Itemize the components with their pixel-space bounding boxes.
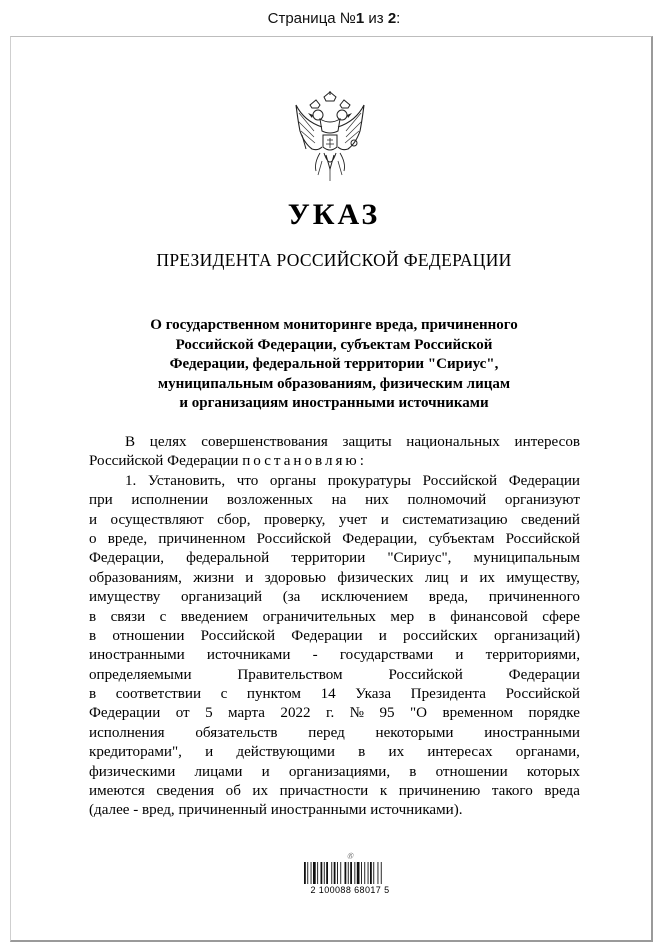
paragraph-line: исполнения обязательств перед некоторыми иностранными bbox=[89, 724, 580, 741]
barcode-bar bbox=[324, 862, 325, 884]
paragraph-line: физическими лицами и организациями, в отношении которых bbox=[89, 763, 580, 780]
heading-line: Федерации, федеральной территории "Сириус", bbox=[169, 356, 499, 372]
barcode-bar bbox=[368, 862, 369, 884]
barcode-bar bbox=[317, 862, 318, 884]
paragraph-line: имуществу организаций (за исключением вреда, причиненного bbox=[89, 589, 580, 606]
barcode-bar bbox=[334, 862, 336, 884]
paragraph-line: в соответствии с пунктом 14 Указа Президента Российской bbox=[89, 686, 580, 703]
document-title: УКАЗ bbox=[287, 198, 381, 231]
decree-body bbox=[89, 433, 580, 821]
barcode-number: 2 100088 68017 5 bbox=[310, 885, 390, 895]
page-indicator-middle: из bbox=[364, 10, 388, 27]
paragraph-line: имеются сведения об их причастности к причинению такого вреда bbox=[89, 783, 580, 800]
barcode-bar bbox=[357, 862, 360, 884]
barcode-bar bbox=[361, 862, 362, 884]
paragraph-line: кредиторами", и действующими в их интересах органами, bbox=[89, 744, 580, 761]
paragraph-1 bbox=[89, 472, 580, 802]
decree-keyword: постановляю bbox=[242, 453, 360, 470]
paragraph-line: о вреде, причиненном Российской Федерации, субъектам Российской bbox=[89, 530, 580, 547]
paragraph-line: Федерации от 5 марта 2022 г. № 95 "О временном порядке bbox=[89, 705, 580, 722]
coat-of-arms-icon bbox=[290, 91, 370, 187]
page-indicator bbox=[0, 10, 668, 27]
page-indicator-suffix: : bbox=[396, 10, 401, 27]
paragraph-line: иностранными источниками - государствами и территориями, bbox=[89, 647, 580, 664]
barcode-bar bbox=[304, 862, 306, 884]
paragraph-line: и осуществляют сбор, проверку, учет и систематизацию сведений bbox=[89, 511, 580, 528]
barcode-bar bbox=[354, 862, 355, 884]
barcode-bar bbox=[345, 862, 347, 884]
barcode-bar bbox=[340, 862, 341, 884]
barcode-bar bbox=[313, 862, 316, 884]
barcode-bar bbox=[307, 862, 308, 884]
barcode-bar bbox=[373, 862, 374, 884]
preamble-line: Российской Федерации постановляю : bbox=[89, 452, 580, 471]
paragraph-line: в связи с введением ограничительных мер в финансовой сфере bbox=[89, 608, 580, 625]
barcode-bar bbox=[331, 862, 332, 884]
barcode-bar bbox=[350, 862, 352, 884]
paragraph-line: при исполнении возложенных на них полномочий организуют bbox=[89, 492, 580, 509]
paragraph-line: 1. Установить, что органы прокуратуры Российской Федерации bbox=[125, 472, 580, 489]
page-current-number: 1 bbox=[355, 10, 365, 27]
document-subtitle: ПРЕЗИДЕНТА РОССИЙСКОЙ ФЕДЕРАЦИИ bbox=[156, 250, 512, 270]
page-indicator-prefix: Страница № bbox=[267, 10, 356, 27]
barcode-bar bbox=[337, 862, 338, 884]
paragraph-line: в отношении Российской Федерации и российских организаций) bbox=[89, 627, 580, 644]
paragraph-line: определяемыми Правительством Российской Федерации bbox=[89, 666, 580, 683]
paragraph-line: Федерации, федеральной территории "Сириус", муниципальным bbox=[89, 550, 580, 567]
page-total-number: 2 bbox=[387, 10, 397, 27]
barcode-mark-icon: Ⓡ bbox=[346, 854, 354, 860]
barcode-bar bbox=[311, 862, 312, 884]
barcode-bar bbox=[326, 862, 328, 884]
barcode-bar bbox=[364, 862, 365, 884]
barcode-bar bbox=[381, 862, 382, 884]
paragraph-line: (далее - вред, причиненный иностранными источниками). bbox=[89, 802, 463, 819]
heading-line: и организациям иностранными источниками bbox=[179, 395, 489, 411]
heading-line: муниципальным образованиям, физическим лицам bbox=[157, 375, 511, 392]
barcode-bar bbox=[378, 862, 379, 884]
heading-line: О государственном мониторинге вреда, причиненного bbox=[150, 317, 518, 333]
barcode-bar bbox=[370, 862, 372, 884]
barcode-bar bbox=[348, 862, 349, 884]
decree-heading bbox=[0, 316, 668, 414]
preamble-line: В целях совершенствования защиты национальных интересов bbox=[125, 434, 580, 450]
barcode-bar bbox=[321, 862, 323, 884]
heading-line: Российской Федерации, субъектам Российской bbox=[175, 336, 493, 353]
paragraph-line: образованиям, жизни и здоровью физических лиц и их имуществу, bbox=[89, 569, 580, 586]
